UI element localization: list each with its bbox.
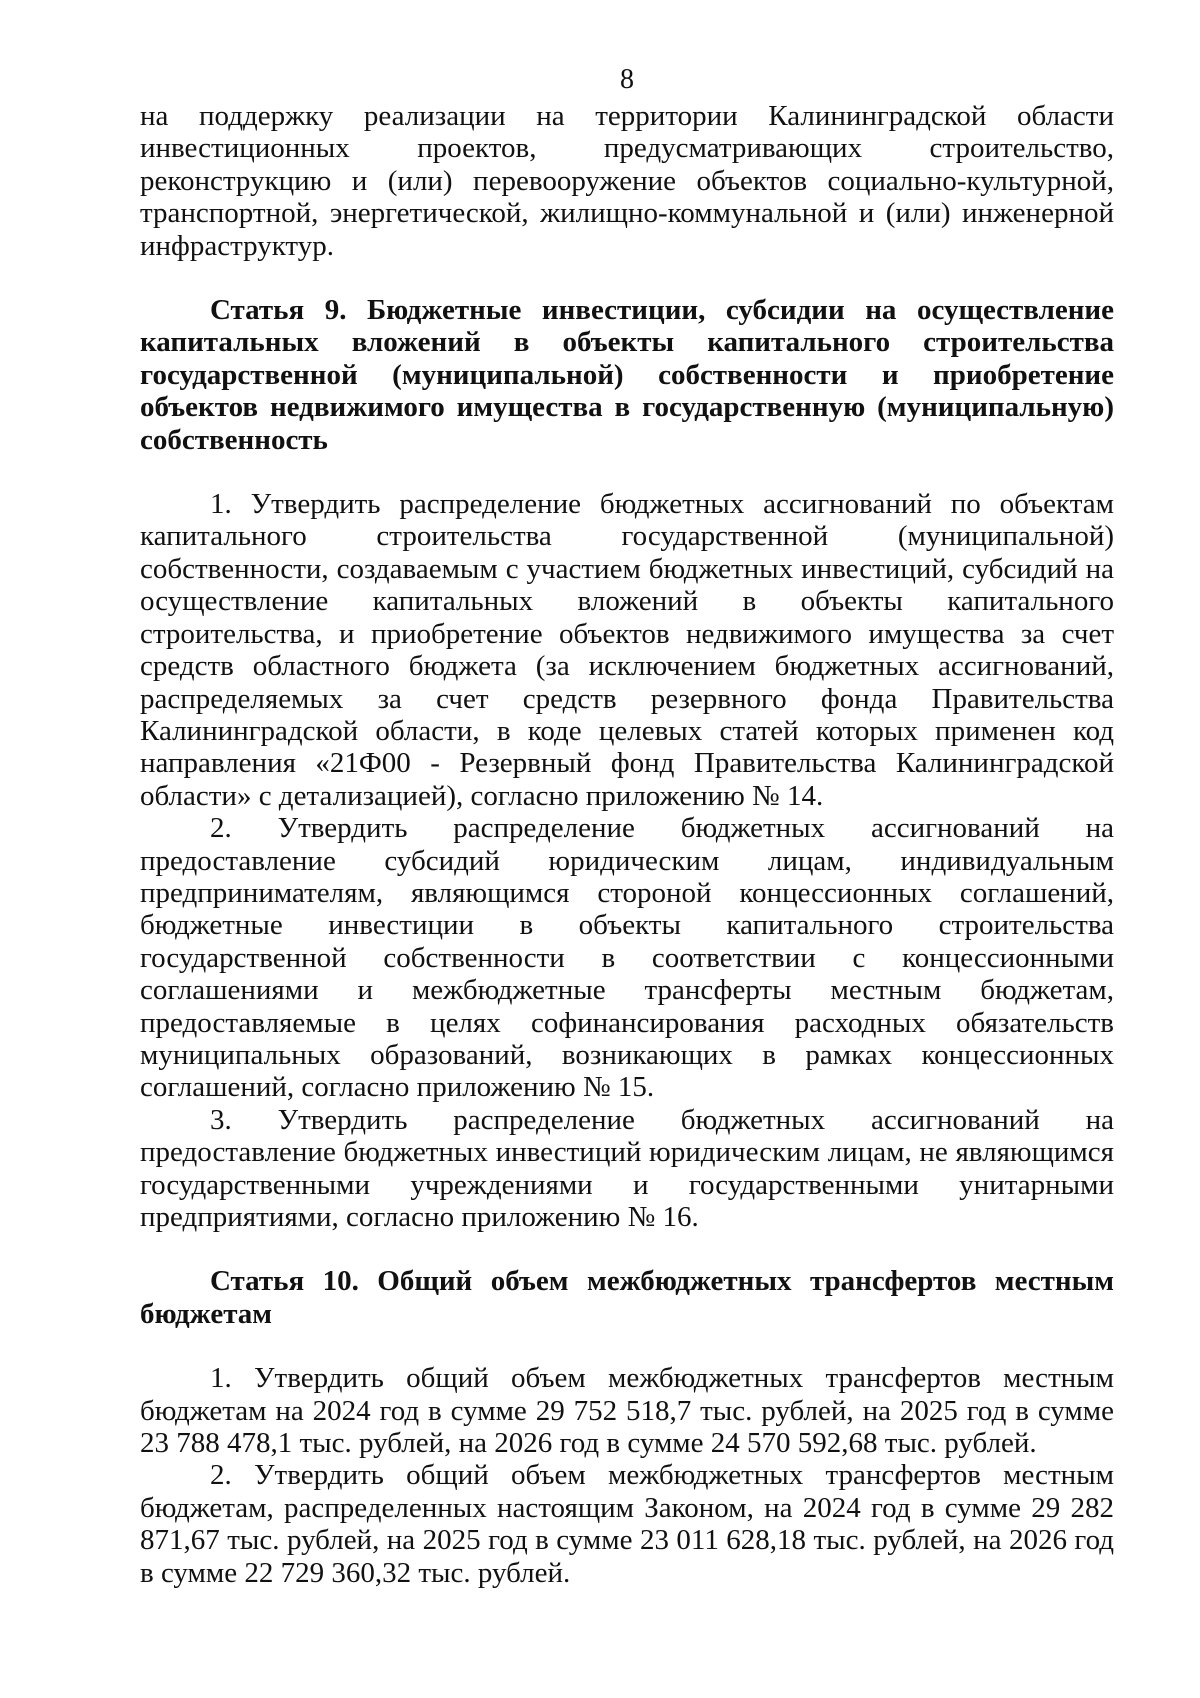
article-10-paragraph-1: 1. Утвердить общий объем межбюджетных трансфертов местным бюджетам на 2024 год в сумме 29 752 518,7 тыс. рублей, на 2025 год в сумме 23 788 478,1 тыс. рублей, на 2026 год в сумме 24 570 592,68 тыс. рублей. [140,1362,1114,1460]
article-9-paragraph-3: 3. Утвердить распределение бюджетных ассигнований на предоставление бюджетных инвестиций юридическим лицам, не являющимся государственными учреждениями и государственными унитарными предприятиями, согласно приложению № 16. [140,1103,1114,1233]
spacer [140,1330,1114,1362]
spacer [140,1233,1114,1265]
document-page [140,62,1114,1589]
article-9-paragraph-2: 2. Утвердить распределение бюджетных ассигнований на предоставление субсидий юридическим лицам, индивидуальным предпринимателям, являющимся стороной концессионных соглашений, бюджетные инвестиции в объекты капитального строительства государственной собственности в соответствии с концессионными соглашениями и межбюджетные трансферты местным бюджетам, предоставляемые в целях софинансирования расходных обязательств муниципальных образований, возникающих в рамках концессионных соглашений, согласно приложению № 15. [140,812,1114,1104]
spacer [140,262,1114,294]
spacer [140,456,1114,488]
intro-paragraph: на поддержку реализации на территории Калининградской области инвестиционных проектов, предусматривающих строительство, реконструкцию и (или) перевооружение объектов социально-культурной, транспортной, энергетической, жилищно-коммунальной и (или) инженерной инфраструктур. [140,100,1114,262]
article-9-paragraph-1: 1. Утвердить распределение бюджетных ассигнований по объектам капитального строительства государственной (муниципальной) собственности, создаваемым с участием бюджетных инвестиций, субсидий на осуществление капитальных вложений в объекты капитального строительства, и приобретение объектов недвижимого имущества за счет средств областного бюджета (за исключением бюджетных ассигнований, распределяемых за счет средств резервного фонда Правительства Калининградской области, в коде целевых статей которых применен код направления «21Ф00 - Резервный фонд Правительства Калининградской области» с детализацией), согласно приложению № 14. [140,488,1114,812]
article-10-paragraph-2: 2. Утвердить общий объем межбюджетных трансфертов местным бюджетам, распределенных настоящим Законом, на 2024 год в сумме 29 282 871,67 тыс. рублей, на 2025 год в сумме 23 011 628,18 тыс. рублей, на 2026 год в сумме 22 729 360,32 тыс. рублей. [140,1459,1114,1589]
page-number: 8 [620,64,634,95]
article-10-heading: Статья 10. Общий объем межбюджетных трансфертов местным бюджетам [140,1265,1114,1330]
article-9-heading: Статья 9. Бюджетные инвестиции, субсидии на осуществление капитальных вложений в объекты капитального строительства государственной (муниципальной) собственности и приобретение объектов недвижимого имущества в государственную (муниципальную) собственность [140,294,1114,456]
